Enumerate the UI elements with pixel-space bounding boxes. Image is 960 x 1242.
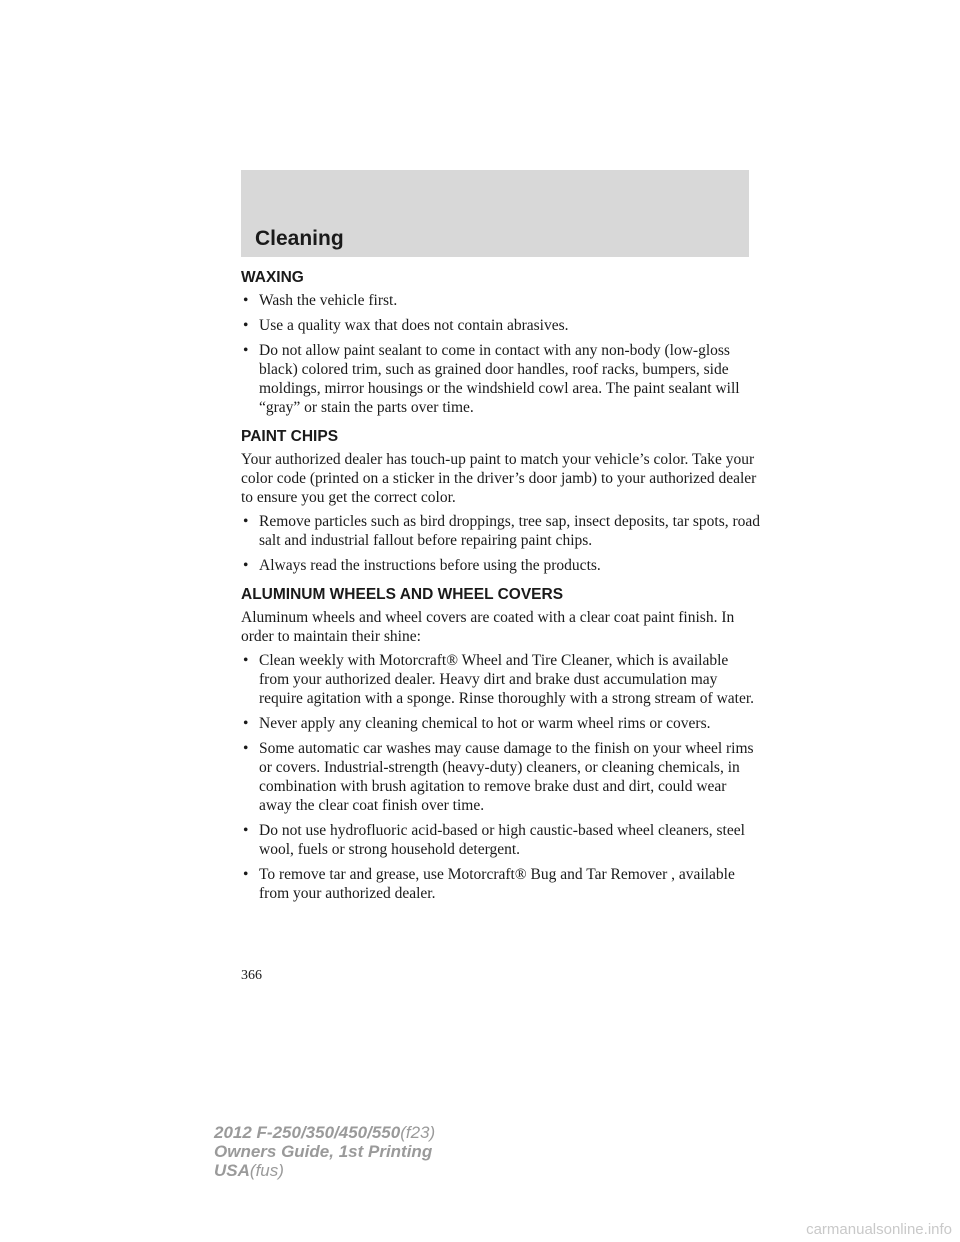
- list-item-text: Use a quality wax that does not contain abrasives.: [259, 317, 569, 334]
- bullet-icon: •: [243, 822, 249, 839]
- list-item: [241, 821, 761, 859]
- list-item: [241, 651, 761, 708]
- section-heading: PAINT CHIPS: [241, 428, 339, 445]
- list-item-text: Do not allow paint sealant to come in contact with any non-body (low-gloss black) colored trim, such as grained door handles, roof racks, bumpers, side moldings, mirror housings or the windshield cowl area. The paint sealant will “gray” or stain the parts over time.: [259, 342, 740, 416]
- document-footer: [214, 1123, 435, 1180]
- footer-line-model: [214, 1123, 435, 1142]
- list-item-text: Remove particles such as bird droppings, tree sap, insect deposits, tar spots, road salt and industrial fallout before repairing paint chips.: [259, 513, 761, 549]
- footer-market: USA: [214, 1161, 250, 1180]
- bullet-icon: •: [243, 866, 249, 883]
- list-item: [241, 865, 761, 903]
- bullet-icon: •: [243, 292, 249, 309]
- list-item-text: Never apply any cleaning chemical to hot or warm wheel rims or covers.: [259, 715, 711, 732]
- list-item-text: Always read the instructions before using the products.: [259, 557, 601, 574]
- list-item-text: Do not use hydrofluoric acid-based or high caustic-based wheel cleaners, steel wool, fuels or strong household detergent.: [259, 822, 745, 858]
- bullet-icon: •: [243, 513, 249, 530]
- footer-market-code: (fus): [249, 1161, 284, 1180]
- bullet-icon: •: [243, 715, 249, 732]
- bullet-icon: •: [243, 342, 249, 359]
- paragraph: Your authorized dealer has touch-up paint to match your vehicle’s color. Take your color code (printed on a sticker in the driver’s door jamb) to your authorized dealer to ensure you get the correct color.: [241, 451, 757, 506]
- section-header-band: [241, 170, 749, 257]
- footer-line-market: [214, 1161, 435, 1180]
- page-number: 366: [241, 968, 262, 983]
- footer-line-printing: [214, 1142, 435, 1161]
- chapter-title: Cleaning: [255, 227, 344, 250]
- list-item: [241, 316, 761, 335]
- footer-model: 2012 F-250/350/450/550: [214, 1123, 401, 1142]
- list-item: [241, 714, 761, 733]
- bullet-list: [241, 512, 761, 575]
- section-heading: WAXING: [241, 269, 304, 286]
- list-item-text: Some automatic car washes may cause damage to the finish on your wheel rims or covers. Industrial-strength (heavy-duty) cleaners, or cleaning chemicals, in combination with brush agitation to remove brake dust and dirt, could wear away the clear coat finish over time.: [259, 740, 754, 814]
- list-item: [241, 739, 761, 815]
- watermark: carmanualsonline.info: [806, 1221, 952, 1238]
- list-item-text: To remove tar and grease, use Motorcraft® Bug and Tar Remover , available from your authorized dealer.: [259, 866, 735, 902]
- list-item: [241, 341, 761, 417]
- bullet-list: [241, 291, 761, 417]
- page-content: [241, 268, 761, 909]
- footer-model-code: (f23): [400, 1123, 436, 1142]
- paragraph: Aluminum wheels and wheel covers are coated with a clear coat paint finish. In order to maintain their shine:: [241, 609, 735, 645]
- footer-printing: Owners Guide, 1st Printing: [214, 1142, 433, 1161]
- section-paint-chips: [241, 427, 761, 575]
- bullet-icon: •: [243, 557, 249, 574]
- list-item: [241, 512, 761, 550]
- bullet-icon: •: [243, 740, 249, 757]
- bullet-icon: •: [243, 652, 249, 669]
- list-item-text: Clean weekly with Motorcraft® Wheel and Tire Cleaner, which is available from your authorized dealer. Heavy dirt and brake dust accumulation may require agitation with a sponge. Rinse thoroughly with a strong stream of water.: [259, 652, 755, 707]
- list-item: [241, 556, 761, 575]
- list-item-text: Wash the vehicle first.: [259, 292, 398, 309]
- bullet-icon: •: [243, 317, 249, 334]
- section-waxing: [241, 268, 761, 417]
- section-heading: ALUMINUM WHEELS AND WHEEL COVERS: [241, 586, 564, 603]
- bullet-list: [241, 651, 761, 903]
- section-aluminum-wheels: [241, 585, 761, 903]
- list-item: [241, 291, 761, 310]
